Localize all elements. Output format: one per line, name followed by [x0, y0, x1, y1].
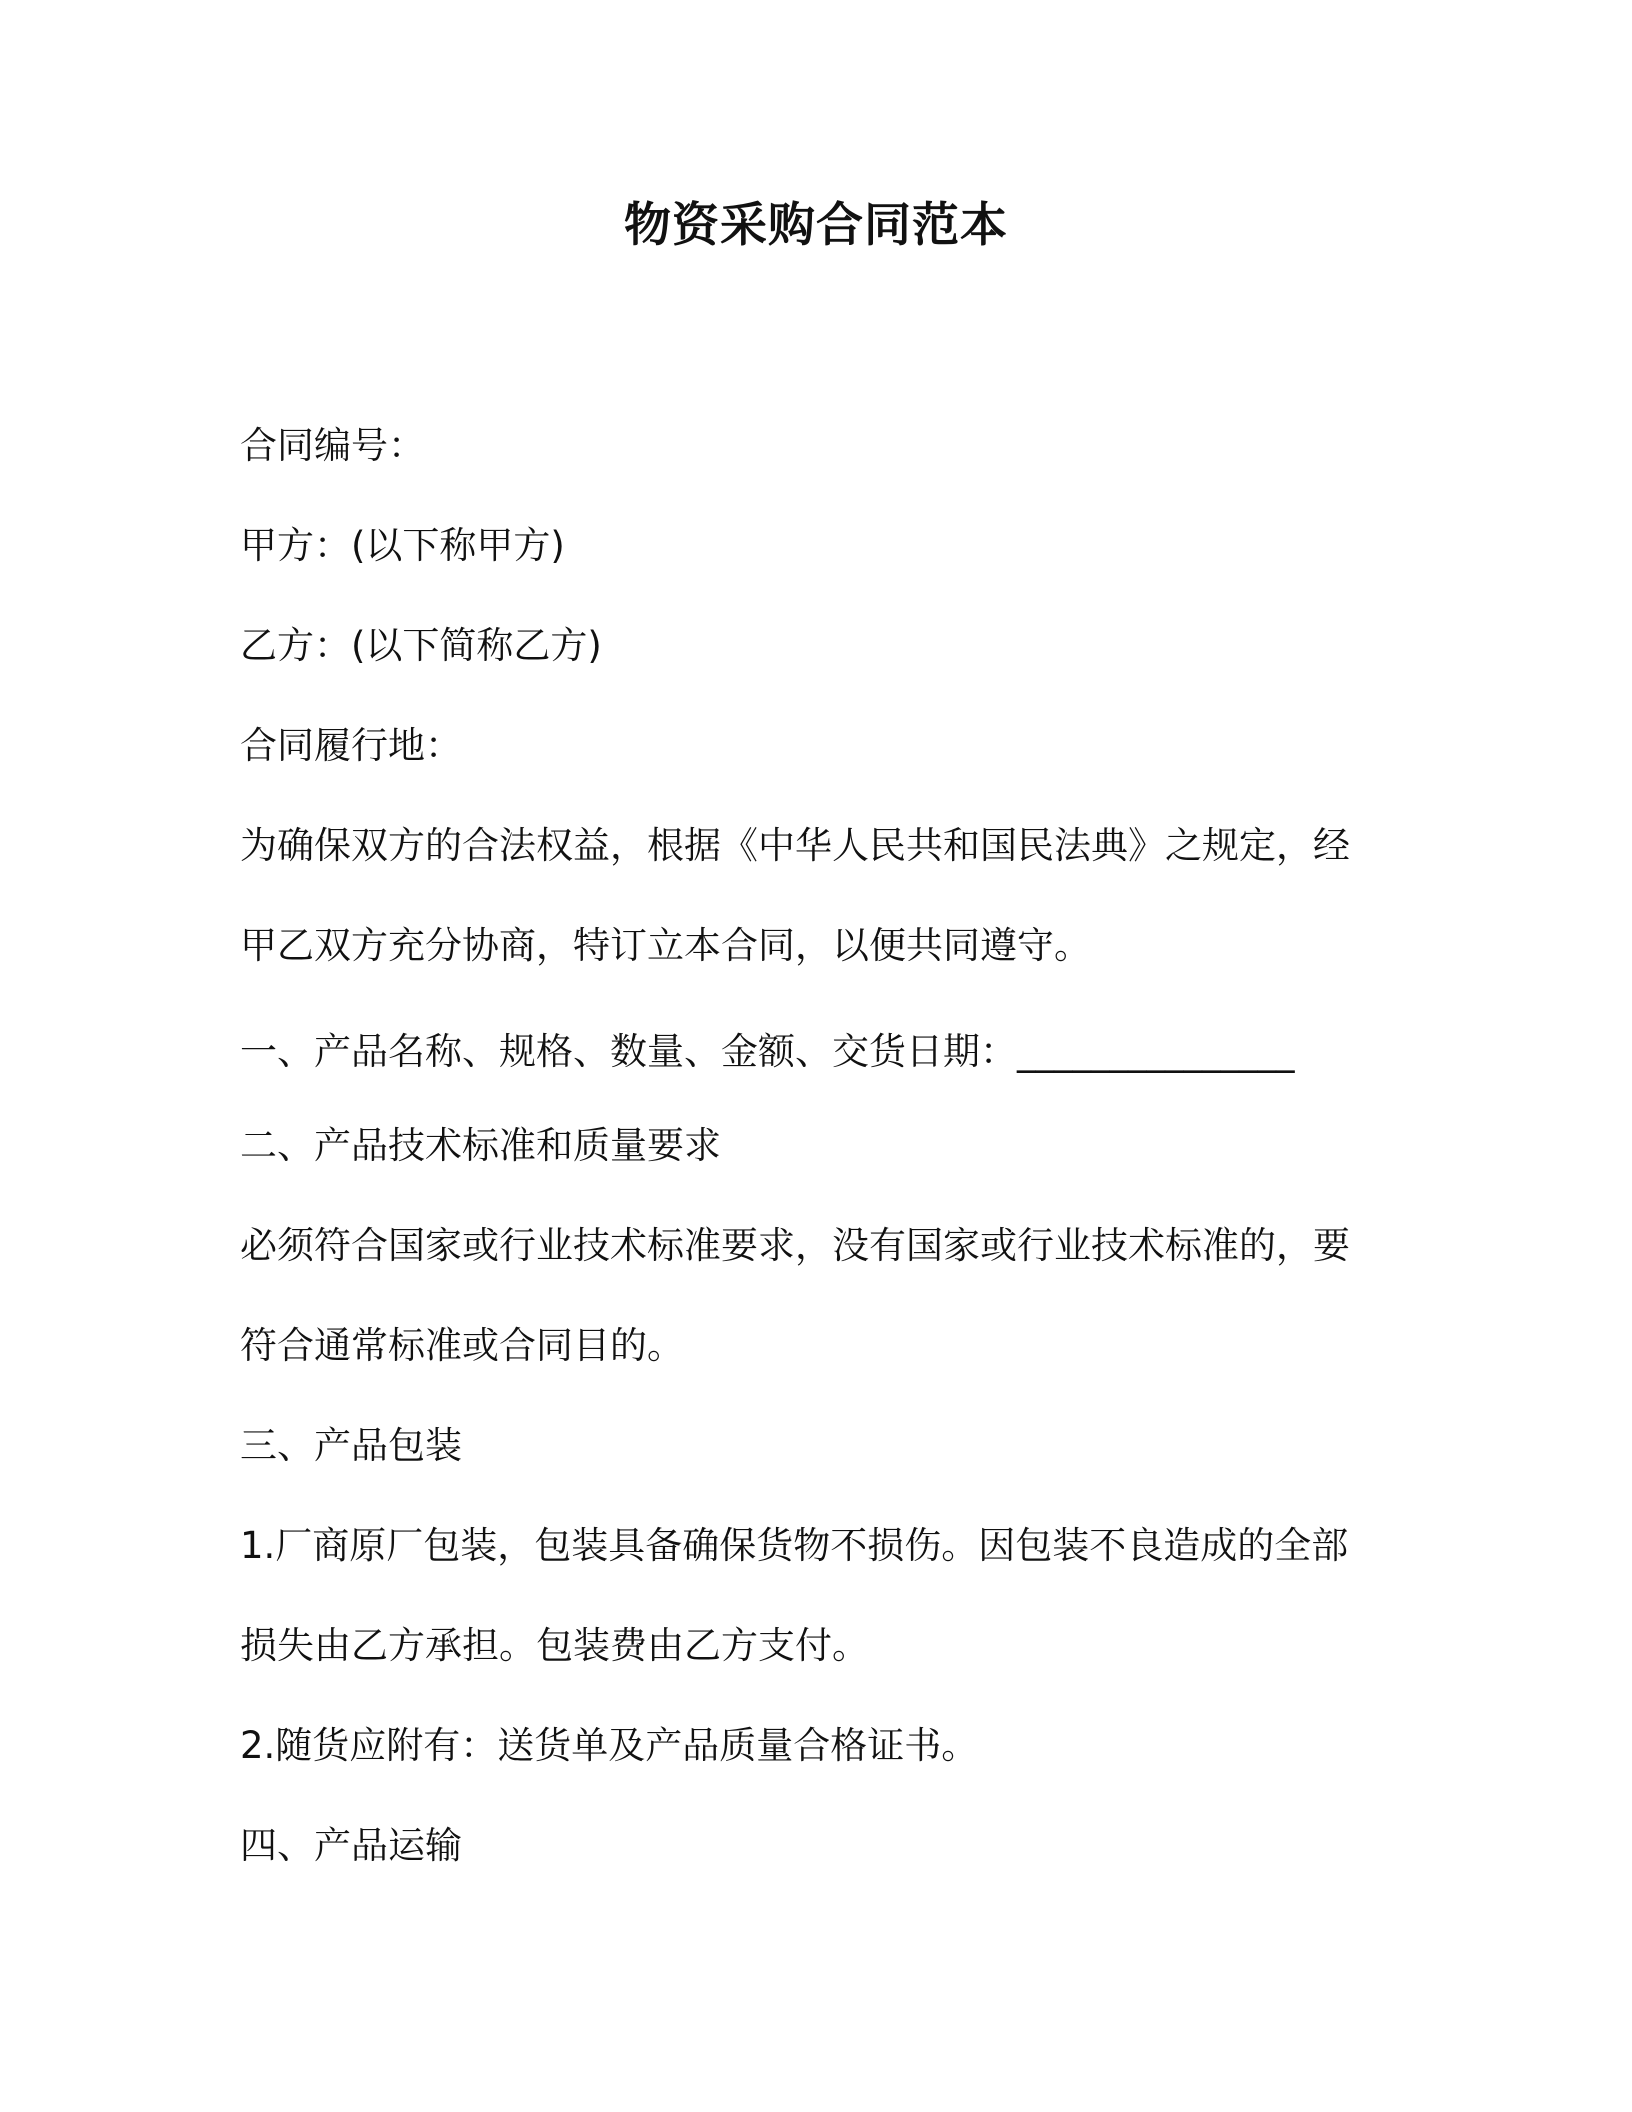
section-3-item-1-line-2: 损失由乙方承担。包装费由乙方支付。: [240, 1624, 869, 1667]
preamble-line-2: 甲乙双方充分协商，特订立本合同，以便共同遵守。: [240, 924, 1091, 967]
section-3-item-2: 2.随货应附有：送货单及产品质量合格证书。: [240, 1724, 979, 1767]
section-2-body-line-2: 符合通常标准或合同目的。: [240, 1324, 684, 1367]
party-a-line: 甲方：(以下称甲方): [240, 524, 565, 567]
section-3-heading: 三、产品包装: [240, 1424, 462, 1467]
document-title: 物资采购合同范本: [624, 198, 1008, 253]
preamble-line-1: 为确保双方的合法权益，根据《中华人民共和国民法典》之规定，经: [240, 824, 1350, 867]
party-b-line: 乙方：(以下简称乙方): [240, 624, 602, 667]
section-3-item-1-line-1: 1.厂商原厂包装，包装具备确保货物不损伤。因包装不良造成的全部: [240, 1524, 1349, 1567]
contract-number-line: 合同编号：: [240, 424, 425, 467]
section-2-body-line-1: 必须符合国家或行业技术标准要求，没有国家或行业技术标准的，要: [240, 1224, 1350, 1267]
section-2-heading: 二、产品技术标准和质量要求: [240, 1124, 721, 1167]
section-4-heading: 四、产品运输: [240, 1824, 462, 1867]
place-of-performance-line: 合同履行地：: [240, 724, 462, 767]
section-1-heading: 一、产品名称、规格、数量、金额、交货日期：_______________: [240, 1030, 1295, 1073]
